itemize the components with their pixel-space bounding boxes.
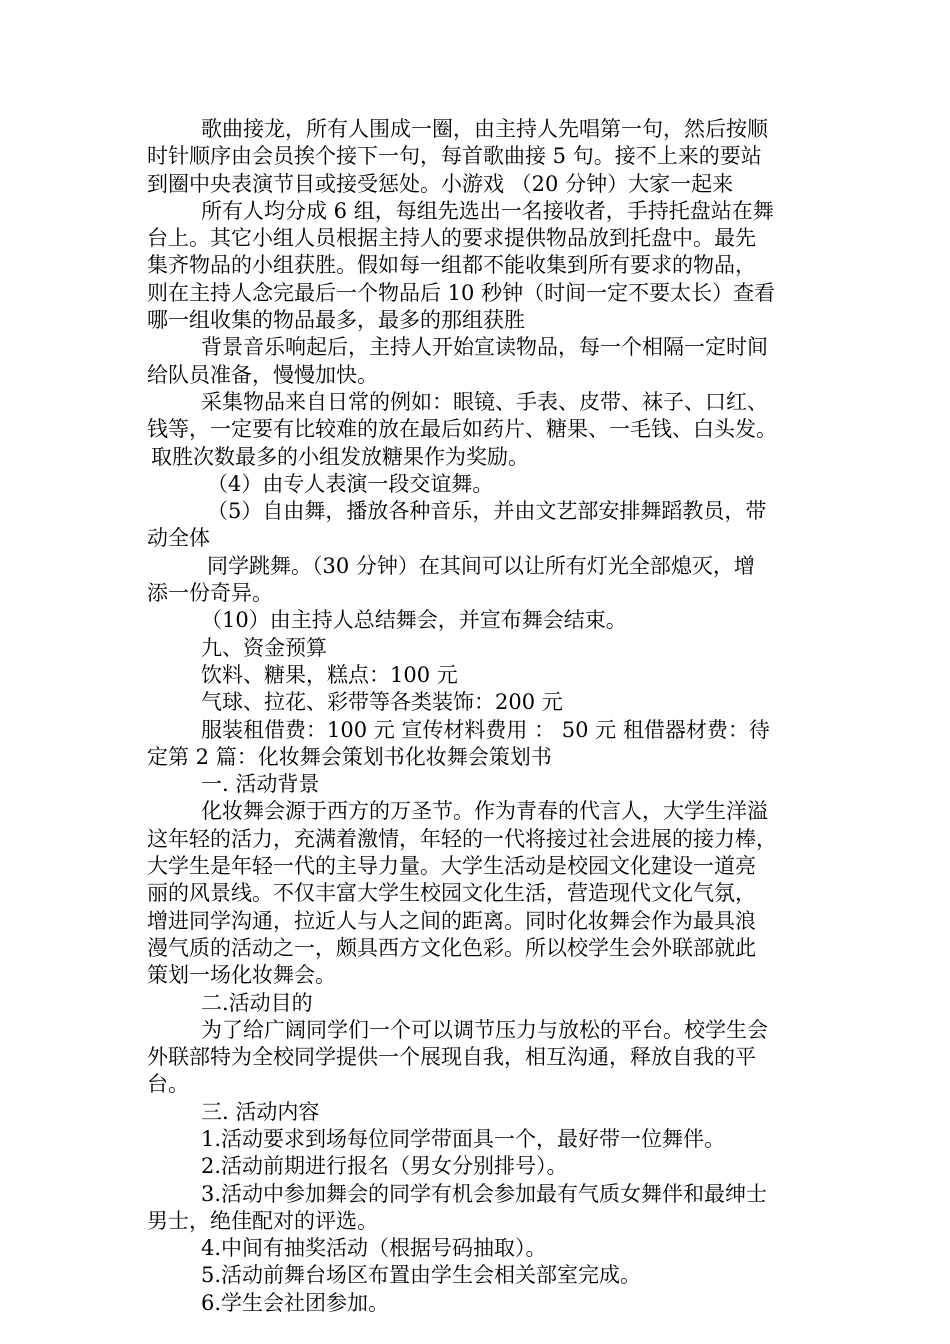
list-item: 6.学生会社团参加。 — [201, 1290, 390, 1315]
text-line: 哪一组收集的物品最多，最多的那组获胜 — [147, 308, 525, 333]
list-item: 3.活动中参加舞会的同学有机会参加最有气质女舞伴和最绅士 — [201, 1181, 768, 1206]
list-item: 1.活动要求到场每位同学带面具一个，最好带一位舞伴。 — [201, 1126, 726, 1151]
text-line: （4）由专人表演一段交谊舞。 — [207, 471, 494, 496]
text-line: 到圈中央表演节目或接受惩处。小游戏 （20 分钟）大家一起来 — [147, 171, 734, 196]
text-line: 大学生是年轻一代的主导力量。大学生活动是校园文化建设一道亮 — [147, 854, 756, 879]
document-body — [147, 116, 819, 1317]
text-line: 台上。其它小组人员根据主持人的要求提供物品放到托盘中。最先 — [147, 226, 756, 251]
list-item: 4.中间有抽奖活动（根据号码抽取）。 — [201, 1236, 547, 1261]
list-item: 2.活动前期进行报名（男女分别排号）。 — [201, 1154, 568, 1179]
section-heading: 三. 活动内容 — [201, 1099, 320, 1124]
text-line: 气球、拉花、彩带等各类装饰：200 元 — [201, 690, 563, 715]
text-line: 为了给广阔同学们一个可以调节压力与放松的平台。校学生会 — [201, 1017, 768, 1042]
text-line: 采集物品来自日常的例如：眼镜、手表、皮带、袜子、口红、 — [201, 389, 768, 414]
text-line: 动全体 — [147, 526, 210, 551]
text-line: 丽的风景线。不仅丰富大学生校园文化生活，营造现代文化气氛， — [147, 881, 756, 906]
text-line: 增进同学沟通，拉近人与人之间的距离。同时化妆舞会作为最具浪 — [147, 908, 756, 933]
text-line: 策划一场化妆舞会。 — [147, 963, 336, 988]
text-line: 饮料、糖果，糕点：100 元 — [201, 662, 458, 687]
list-item: 5.活动前舞台场区布置由学生会相关部室完成。 — [201, 1263, 642, 1288]
text-line: 台。 — [147, 1072, 189, 1097]
text-line: 漫气质的活动之一，颇具西方文化色彩。所以校学生会外联部就此 — [147, 935, 756, 960]
text-line: （10）由主持人总结舞会，并宣布舞会结束。 — [201, 608, 627, 633]
text-line: 背景音乐响起后，主持人开始宣读物品，每一个相隔一定时间 — [201, 335, 768, 360]
text-line: 外联部特为全校同学提供一个展现自我，相互沟通，释放自我的平 — [147, 1045, 756, 1070]
text-line: 添一份奇异。 — [147, 581, 273, 606]
text-line: 集齐物品的小组获胜。假如每一组都不能收集到所有要求的物品， — [147, 253, 756, 278]
text-line: 歌曲接龙，所有人围成一圈，由主持人先唱第一句，然后按顺 — [201, 117, 768, 141]
text-line: 取胜次数最多的小组发放糖果作为奖励。 — [151, 444, 529, 469]
text-line: 定第 2 篇：化妆舞会策划书化妆舞会策划书 — [147, 744, 552, 769]
text-line: 所有人均分成 6 组，每组先选出一名接收者，手持托盘站在舞 — [201, 198, 774, 223]
section-heading: 一. 活动背景 — [201, 772, 320, 797]
text-line: 则在主持人念完最后一个物品后 10 秒钟（时间一定不要太长）查看 — [147, 280, 776, 305]
text-line: 给队员准备，慢慢加快。 — [147, 362, 378, 387]
text-line: 这年轻的活力，充满着激情，年轻的一代将接过社会进展的接力棒， — [147, 826, 777, 851]
text-line: （5）自由舞，播放各种音乐，并由文艺部安排舞蹈教员，带 — [207, 499, 767, 524]
text-line: 化妆舞会源于西方的万圣节。作为青春的代言人，大学生洋溢 — [201, 799, 768, 824]
text-line: 时针顺序由会员挨个接下一句，每首歌曲接 5 句。接不上来的要站 — [147, 144, 762, 169]
text-line: 钱等，一定要有比较难的放在最后如药片、糖果、一毛钱、白头发。 — [147, 417, 777, 442]
text-line: 男士，绝佳配对的评选。 — [147, 1208, 378, 1233]
text-line: 同学跳舞。（30 分钟）在其间可以让所有灯光全部熄灭，增 — [207, 553, 755, 578]
section-heading: 九、资金预算 — [201, 635, 327, 660]
text-line: 服装租借费：100 元 宣传材料费用 ： 50 元 租借器材费：待 — [201, 717, 770, 742]
section-heading: 二.活动目的 — [201, 990, 313, 1015]
